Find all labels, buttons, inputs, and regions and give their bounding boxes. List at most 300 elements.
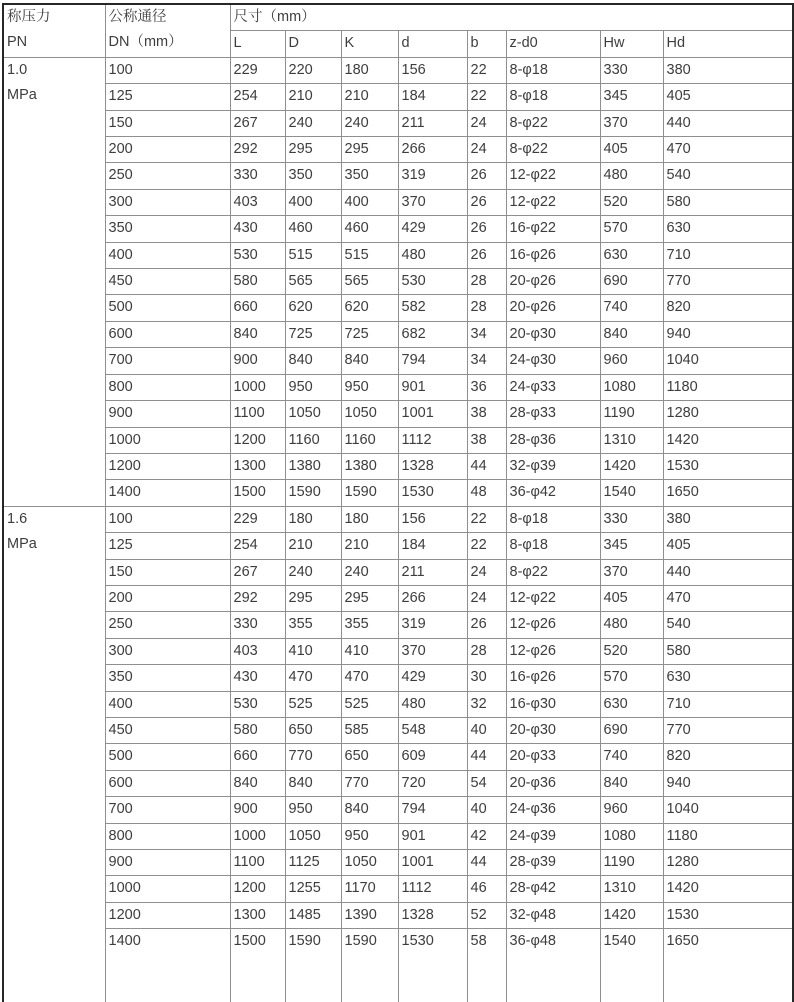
dimension-cell: 12-φ22 — [506, 163, 600, 189]
table-row — [3, 665, 793, 691]
dimension-cell: 770 — [663, 269, 793, 295]
dimension-cell: 565 — [341, 269, 398, 295]
dimension-cell: 28-φ42 — [506, 876, 600, 902]
dimension-cell: 22 — [467, 57, 506, 83]
dimension-cell: 940 — [663, 770, 793, 796]
dimension-cell: 840 — [341, 797, 398, 823]
dimension-cell: 690 — [600, 269, 663, 295]
dimension-cell: 180 — [285, 506, 341, 532]
table-row — [3, 189, 793, 215]
dimension-cell: 520 — [600, 638, 663, 664]
dimension-cell: 254 — [230, 533, 285, 559]
table-row — [3, 638, 793, 664]
dimension-cell: 1190 — [600, 401, 663, 427]
dimension-cell: 34 — [467, 348, 506, 374]
dimension-cell: 20-φ26 — [506, 295, 600, 321]
dimension-cell: 28 — [467, 269, 506, 295]
dimension-cell: 156 — [398, 506, 467, 532]
dimension-cell: 292 — [230, 137, 285, 163]
dimension-cell: 267 — [230, 110, 285, 136]
dn-cell: 450 — [105, 717, 230, 743]
header-size-group: 尺寸（mm） — [230, 4, 793, 31]
dimension-cell: 820 — [663, 744, 793, 770]
table-row — [3, 321, 793, 347]
dimension-cell: 254 — [230, 84, 285, 110]
dimension-cell: 267 — [230, 559, 285, 585]
dimension-cell: 24-φ36 — [506, 797, 600, 823]
dn-cell: 700 — [105, 348, 230, 374]
pressure-section-cell — [3, 506, 105, 1002]
dimension-cell: 480 — [398, 691, 467, 717]
table-row — [3, 850, 793, 876]
table-row — [3, 295, 793, 321]
dimension-cell: 1590 — [341, 929, 398, 1002]
dimension-cell: 682 — [398, 321, 467, 347]
dimension-cell: 229 — [230, 506, 285, 532]
dimension-cell: 28-φ36 — [506, 427, 600, 453]
pressure-unit: MPa — [7, 87, 37, 104]
dimension-cell: 54 — [467, 770, 506, 796]
pressure-value: 1.6 — [7, 510, 28, 527]
dimension-cell: 1540 — [600, 929, 663, 1002]
dimension-cell: 16-φ26 — [506, 242, 600, 268]
dimension-cell: 1280 — [663, 850, 793, 876]
table-row — [3, 163, 793, 189]
dimension-cell: 840 — [341, 348, 398, 374]
dimension-cell: 525 — [341, 691, 398, 717]
dimension-cell: 609 — [398, 744, 467, 770]
dimension-cell: 470 — [285, 665, 341, 691]
table-row — [3, 876, 793, 902]
dimension-cell: 210 — [341, 533, 398, 559]
dimension-cell: 1540 — [600, 480, 663, 506]
dimension-cell: 515 — [341, 242, 398, 268]
dimension-cell: 630 — [663, 216, 793, 242]
dimension-cell: 44 — [467, 453, 506, 479]
col-header-d: d — [398, 31, 467, 57]
dimension-cell: 1420 — [663, 427, 793, 453]
dimension-cell: 32-φ48 — [506, 902, 600, 928]
dimension-cell: 548 — [398, 717, 467, 743]
dimension-cell: 295 — [285, 137, 341, 163]
dimension-cell: 210 — [285, 533, 341, 559]
dimension-cell: 580 — [230, 269, 285, 295]
dimension-cell: 570 — [600, 216, 663, 242]
dimension-cell: 240 — [341, 110, 398, 136]
dimension-cell: 960 — [600, 797, 663, 823]
dimension-cell: 330 — [230, 612, 285, 638]
dimension-cell: 1180 — [663, 374, 793, 400]
dimension-cell: 38 — [467, 401, 506, 427]
dimension-cell: 1420 — [600, 453, 663, 479]
table-row — [3, 612, 793, 638]
dimension-cell: 22 — [467, 506, 506, 532]
dimension-cell: 1125 — [285, 850, 341, 876]
dimension-cell: 20-φ30 — [506, 717, 600, 743]
dimension-cell: 840 — [230, 770, 285, 796]
dimension-cell: 38 — [467, 427, 506, 453]
dimension-cell: 900 — [230, 348, 285, 374]
dimension-cell: 295 — [341, 585, 398, 611]
dimension-cell: 620 — [285, 295, 341, 321]
dimension-cell: 44 — [467, 744, 506, 770]
dimension-cell: 582 — [398, 295, 467, 321]
dimension-cell: 1650 — [663, 929, 793, 1002]
dimension-cell: 405 — [663, 533, 793, 559]
dimension-cell: 405 — [663, 84, 793, 110]
dimension-cell: 210 — [285, 84, 341, 110]
dimension-cell: 24-φ39 — [506, 823, 600, 849]
dimension-cell: 630 — [663, 665, 793, 691]
dn-cell: 150 — [105, 559, 230, 585]
dn-cell: 1000 — [105, 876, 230, 902]
dimension-cell: 1590 — [285, 480, 341, 506]
dimension-cell: 12-φ26 — [506, 638, 600, 664]
table-row — [3, 269, 793, 295]
table-row — [3, 585, 793, 611]
dimension-cell: 1200 — [230, 876, 285, 902]
dimension-cell: 380 — [663, 506, 793, 532]
dimension-cell: 1590 — [285, 929, 341, 1002]
dimension-cell: 44 — [467, 850, 506, 876]
dimension-cell: 430 — [230, 216, 285, 242]
dimension-cell: 240 — [285, 559, 341, 585]
dn-cell: 300 — [105, 638, 230, 664]
dimension-cell: 20-φ33 — [506, 744, 600, 770]
table-row — [3, 823, 793, 849]
col-header-d: D — [285, 31, 341, 57]
dimension-cell: 530 — [230, 242, 285, 268]
table-row — [3, 691, 793, 717]
dn-cell: 1000 — [105, 427, 230, 453]
dimension-cell: 1050 — [285, 823, 341, 849]
dimension-cell: 16-φ26 — [506, 665, 600, 691]
table-row — [3, 453, 793, 479]
dn-cell: 1400 — [105, 480, 230, 506]
dimension-cell: 770 — [285, 744, 341, 770]
dimension-cell: 585 — [341, 717, 398, 743]
dimension-cell: 26 — [467, 189, 506, 215]
dimension-cell: 211 — [398, 110, 467, 136]
col-header-z-d0: z-d0 — [506, 31, 600, 57]
dimension-cell: 1200 — [230, 427, 285, 453]
dn-cell: 1200 — [105, 453, 230, 479]
table-row — [3, 533, 793, 559]
dimension-cell: 1170 — [341, 876, 398, 902]
dimension-cell: 8-φ22 — [506, 559, 600, 585]
dimension-cell: 1390 — [341, 902, 398, 928]
dimension-cell: 1001 — [398, 850, 467, 876]
dn-cell: 250 — [105, 612, 230, 638]
dimension-cell: 1380 — [341, 453, 398, 479]
col-header-hw: Hw — [600, 31, 663, 57]
dimension-cell: 229 — [230, 57, 285, 83]
dimension-cell: 1190 — [600, 850, 663, 876]
dimension-cell: 48 — [467, 480, 506, 506]
dimension-cell: 403 — [230, 189, 285, 215]
dimension-cell: 1080 — [600, 374, 663, 400]
dimension-cell: 770 — [663, 717, 793, 743]
dimension-cell: 330 — [600, 506, 663, 532]
dimension-cell: 180 — [341, 506, 398, 532]
dimension-cell: 1160 — [341, 427, 398, 453]
dimension-cell: 1380 — [285, 453, 341, 479]
pressure-unit: MPa — [7, 536, 37, 553]
dimension-cell: 1300 — [230, 453, 285, 479]
dn-cell: 500 — [105, 744, 230, 770]
dimension-cell: 710 — [663, 242, 793, 268]
dimension-cell: 620 — [341, 295, 398, 321]
dimension-cell: 34 — [467, 321, 506, 347]
dn-cell: 450 — [105, 269, 230, 295]
dimension-cell: 266 — [398, 585, 467, 611]
dimension-cell: 8-φ22 — [506, 110, 600, 136]
dimension-cell: 16-φ22 — [506, 216, 600, 242]
dimension-cell: 530 — [230, 691, 285, 717]
dimension-cell: 12-φ22 — [506, 585, 600, 611]
dimension-cell: 355 — [341, 612, 398, 638]
dimension-cell: 52 — [467, 902, 506, 928]
dimension-cell: 1590 — [341, 480, 398, 506]
dimension-cell: 28-φ39 — [506, 850, 600, 876]
table-row — [3, 57, 793, 83]
table-row — [3, 929, 793, 1002]
dimension-cell: 950 — [341, 823, 398, 849]
dimension-cell: 32-φ39 — [506, 453, 600, 479]
dimension-cell: 8-φ18 — [506, 84, 600, 110]
dimension-cell: 1530 — [663, 453, 793, 479]
dimension-cell: 1328 — [398, 902, 467, 928]
dimension-cell: 580 — [230, 717, 285, 743]
dimension-cell: 8-φ18 — [506, 57, 600, 83]
dimension-cell: 330 — [600, 57, 663, 83]
dimension-cell: 1050 — [341, 401, 398, 427]
dimension-cell: 1328 — [398, 453, 467, 479]
dimension-cell: 370 — [600, 110, 663, 136]
dimension-cell: 240 — [341, 559, 398, 585]
dimension-cell: 28 — [467, 638, 506, 664]
dimension-cell: 580 — [663, 189, 793, 215]
dimension-cell: 295 — [285, 585, 341, 611]
dimension-cell: 40 — [467, 717, 506, 743]
dimension-cell: 36 — [467, 374, 506, 400]
dimension-cell: 480 — [600, 163, 663, 189]
dn-cell: 1200 — [105, 902, 230, 928]
dimension-cell: 410 — [341, 638, 398, 664]
dn-cell: 200 — [105, 137, 230, 163]
dimension-cell: 460 — [285, 216, 341, 242]
dimension-cell: 630 — [600, 242, 663, 268]
header-diameter-en: DN（mm） — [108, 34, 183, 51]
dimension-cell: 1050 — [341, 850, 398, 876]
dn-cell: 300 — [105, 189, 230, 215]
dimension-cell: 319 — [398, 612, 467, 638]
dimension-cell: 940 — [663, 321, 793, 347]
dimension-cell: 405 — [600, 585, 663, 611]
dn-cell: 350 — [105, 216, 230, 242]
dimension-cell: 565 — [285, 269, 341, 295]
dimension-cell: 794 — [398, 348, 467, 374]
table-row — [3, 480, 793, 506]
dimension-cell: 16-φ30 — [506, 691, 600, 717]
dimension-cell: 794 — [398, 797, 467, 823]
dimension-cell: 720 — [398, 770, 467, 796]
dimension-cell: 24-φ30 — [506, 348, 600, 374]
pressure-value: 1.0 — [7, 61, 28, 78]
header-pressure-en: PN — [7, 34, 28, 51]
dimension-cell: 240 — [285, 110, 341, 136]
dimension-cell: 403 — [230, 638, 285, 664]
dn-cell: 500 — [105, 295, 230, 321]
dn-cell: 125 — [105, 533, 230, 559]
dimension-cell: 36-φ48 — [506, 929, 600, 1002]
dn-cell: 250 — [105, 163, 230, 189]
dimension-cell: 319 — [398, 163, 467, 189]
dn-cell: 100 — [105, 57, 230, 83]
dimension-cell: 40 — [467, 797, 506, 823]
dimension-cell: 1040 — [663, 348, 793, 374]
dimension-cell: 650 — [285, 717, 341, 743]
dimension-cell: 8-φ18 — [506, 506, 600, 532]
dimension-cell: 1485 — [285, 902, 341, 928]
dimension-cell: 292 — [230, 585, 285, 611]
flange-dimension-table — [2, 3, 794, 1002]
table-row — [3, 717, 793, 743]
dimension-cell: 1530 — [398, 480, 467, 506]
dimension-cell: 22 — [467, 533, 506, 559]
dimension-cell: 901 — [398, 823, 467, 849]
col-header-hd: Hd — [663, 31, 793, 57]
dimension-cell: 1000 — [230, 823, 285, 849]
dimension-cell: 1080 — [600, 823, 663, 849]
dn-cell: 900 — [105, 401, 230, 427]
dimension-cell: 1420 — [600, 902, 663, 928]
dimension-cell: 630 — [600, 691, 663, 717]
dimension-cell: 660 — [230, 295, 285, 321]
dimension-cell: 1280 — [663, 401, 793, 427]
dimension-cell: 42 — [467, 823, 506, 849]
dimension-cell: 266 — [398, 137, 467, 163]
dimension-cell: 220 — [285, 57, 341, 83]
dn-cell: 600 — [105, 321, 230, 347]
dimension-cell: 1112 — [398, 427, 467, 453]
dimension-cell: 24 — [467, 559, 506, 585]
dimension-cell: 30 — [467, 665, 506, 691]
dimension-cell: 1160 — [285, 427, 341, 453]
table-row — [3, 401, 793, 427]
dimension-cell: 1500 — [230, 480, 285, 506]
table-row — [3, 559, 793, 585]
dimension-cell: 820 — [663, 295, 793, 321]
dimension-cell: 32 — [467, 691, 506, 717]
dn-cell: 800 — [105, 374, 230, 400]
dimension-cell: 410 — [285, 638, 341, 664]
dimension-cell: 1500 — [230, 929, 285, 1002]
dimension-cell: 26 — [467, 242, 506, 268]
dn-cell: 1400 — [105, 929, 230, 1002]
dn-cell: 350 — [105, 665, 230, 691]
header-diameter — [105, 4, 230, 57]
dimension-cell: 710 — [663, 691, 793, 717]
dimension-cell: 900 — [230, 797, 285, 823]
col-header-k: K — [341, 31, 398, 57]
table-row — [3, 110, 793, 136]
dimension-cell: 26 — [467, 163, 506, 189]
dimension-cell: 1300 — [230, 902, 285, 928]
dimension-cell: 470 — [341, 665, 398, 691]
dimension-cell: 295 — [341, 137, 398, 163]
dn-cell: 125 — [105, 84, 230, 110]
dimension-cell: 1100 — [230, 850, 285, 876]
dimension-cell: 840 — [230, 321, 285, 347]
dimension-cell: 650 — [341, 744, 398, 770]
dimension-cell: 330 — [230, 163, 285, 189]
dimension-cell: 345 — [600, 84, 663, 110]
dimension-cell: 570 — [600, 665, 663, 691]
dimension-cell: 901 — [398, 374, 467, 400]
dimension-cell: 480 — [398, 242, 467, 268]
dn-cell: 600 — [105, 770, 230, 796]
dimension-cell: 28-φ33 — [506, 401, 600, 427]
dimension-cell: 740 — [600, 295, 663, 321]
dimension-cell: 1530 — [663, 902, 793, 928]
dimension-cell: 24 — [467, 585, 506, 611]
table-row — [3, 770, 793, 796]
dimension-cell: 1650 — [663, 480, 793, 506]
table-row — [3, 216, 793, 242]
header-row-top — [3, 4, 793, 31]
dimension-cell: 24-φ33 — [506, 374, 600, 400]
dimension-cell: 840 — [285, 770, 341, 796]
dimension-cell: 20-φ30 — [506, 321, 600, 347]
dimension-cell: 1310 — [600, 427, 663, 453]
dimension-cell: 26 — [467, 216, 506, 242]
dimension-cell: 405 — [600, 137, 663, 163]
dimension-cell: 24 — [467, 110, 506, 136]
table-row — [3, 242, 793, 268]
dimension-cell: 525 — [285, 691, 341, 717]
dimension-cell: 12-φ26 — [506, 612, 600, 638]
dn-cell: 400 — [105, 242, 230, 268]
dimension-cell: 660 — [230, 744, 285, 770]
dn-cell: 800 — [105, 823, 230, 849]
dimension-cell: 20-φ26 — [506, 269, 600, 295]
dimension-cell: 184 — [398, 84, 467, 110]
dn-cell: 100 — [105, 506, 230, 532]
dimension-cell: 470 — [663, 137, 793, 163]
dimension-cell: 540 — [663, 612, 793, 638]
dimension-cell: 540 — [663, 163, 793, 189]
dimension-cell: 184 — [398, 533, 467, 559]
dimension-cell: 440 — [663, 110, 793, 136]
dn-cell: 900 — [105, 850, 230, 876]
dimension-cell: 770 — [341, 770, 398, 796]
dimension-cell: 26 — [467, 612, 506, 638]
col-header-b: b — [467, 31, 506, 57]
dimension-cell: 1420 — [663, 876, 793, 902]
dimension-cell: 8-φ22 — [506, 137, 600, 163]
table-row — [3, 84, 793, 110]
dimension-cell: 429 — [398, 665, 467, 691]
dimension-cell: 24 — [467, 137, 506, 163]
dimension-cell: 400 — [285, 189, 341, 215]
dimension-cell: 950 — [285, 797, 341, 823]
dimension-cell: 950 — [285, 374, 341, 400]
dimension-cell: 840 — [600, 321, 663, 347]
dimension-cell: 180 — [341, 57, 398, 83]
table-row — [3, 348, 793, 374]
table-row — [3, 506, 793, 532]
